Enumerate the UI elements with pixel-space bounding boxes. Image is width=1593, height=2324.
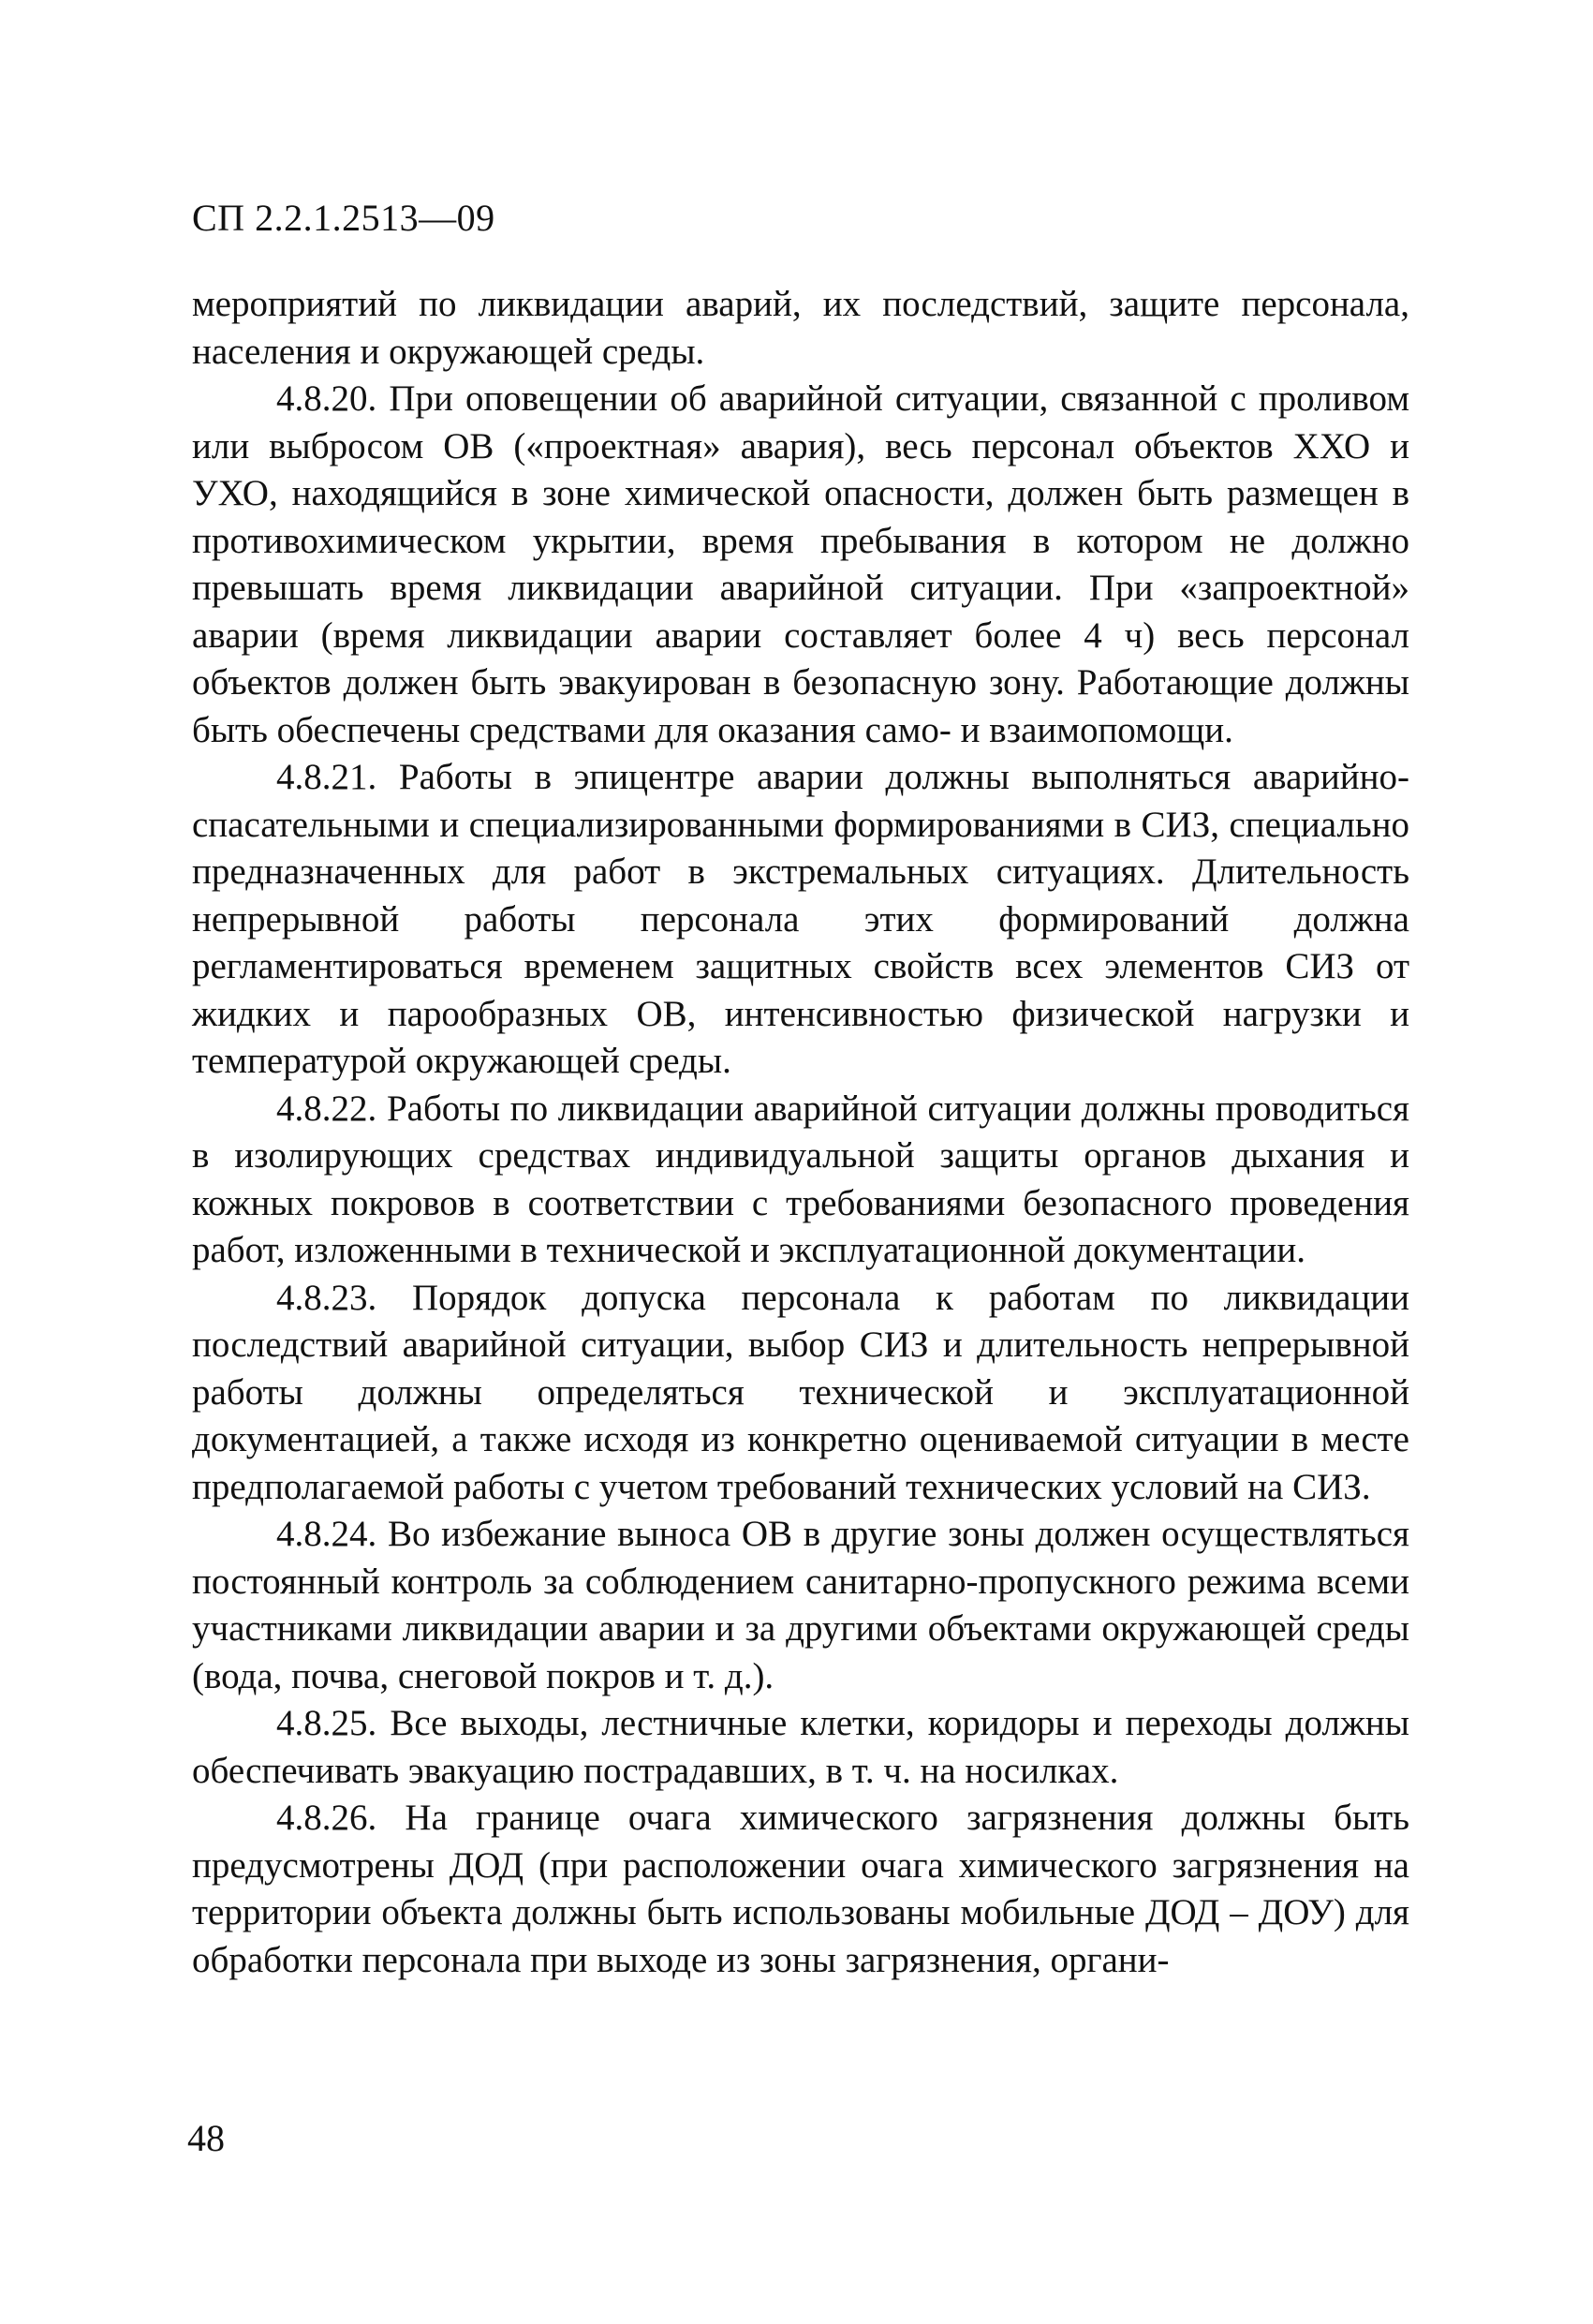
document-code-header: СП 2.2.1.2513—09	[192, 197, 495, 239]
paragraph-4-8-25: 4.8.25. Все выходы, лестничные клетки, коридоры и переходы должны обеспечивать эвакуацию пострадавших, в т. ч. на носилках.	[192, 1703, 1409, 1791]
paragraph-4-8-20: 4.8.20. При оповещении об аварийной ситуации, связанной с проливом или выбросом ОВ («проектная» авария), весь персонал объектов ХХО и УХО, находящийся в зоне химической опасности, должен быть размещен в противохимическом укрытии, время пребывания в котором не должно превышать время ликвидации аварийной ситуации. При «запроектной» аварии (время ликвидации аварии составляет более 4 ч) весь персонал объектов должен быть эвакуирован в безопасную зону. Работающие должны быть обеспечены средствами для оказания само- и взаимопомощи.	[192, 378, 1409, 750]
body-text	[192, 281, 1409, 1984]
paragraph-4-8-22: 4.8.22. Работы по ликвидации аварийной ситуации должны проводиться в изолирующих средствах индивидуальной защиты органов дыхания и кожных покровов в соответствии с требованиями безопасного проведения работ, изложенными в технической и эксплуатационной документации.	[192, 1088, 1409, 1270]
paragraph-4-8-21: 4.8.21. Работы в эпицентре аварии должны выполняться аварийно-спасательными и специализированными формированиями в СИЗ, специально предназначенных для работ в экстремальных ситуациях. Длительность непрерывной работы персонала этих формирований должна регламентироваться временем защитных свойств всех элементов СИЗ от жидких и парообразных ОВ, интенсивностью физической нагрузки и температурой окружающей среды.	[192, 757, 1409, 1081]
paragraph-4-8-24: 4.8.24. Во избежание выноса ОВ в другие зоны должен осуществляться постоянный контроль за соблюдением санитарно-пропускного режима всеми участниками ликвидации аварии и за другими объектами окружающей среды (вода, почва, снеговой покров и т. д.).	[192, 1514, 1409, 1696]
paragraph-4-8-23: 4.8.23. Порядок допуска персонала к работам по ликвидации последствий аварийной ситуации, выбор СИЗ и длительность непрерывной работы должны определяться технической и эксплуатационной документацией, а также исходя из конкретно оцениваемой ситуации в месте предполагаемой работы с учетом требований технических условий на СИЗ.	[192, 1277, 1409, 1507]
paragraph-4-8-26: 4.8.26. На границе очага химического загрязнения должны быть предусмотрены ДОД (при расположении очага химического загрязнения на территории объекта должны быть использованы мобильные ДОД – ДОУ) для обработки персонала при выходе из зоны загрязнения, органи-	[192, 1798, 1409, 1980]
page-number: 48	[187, 2117, 225, 2159]
paragraph-continuation: мероприятий по ликвидации аварий, их последствий, защите персонала, населения и окружающей среды.	[192, 284, 1409, 372]
